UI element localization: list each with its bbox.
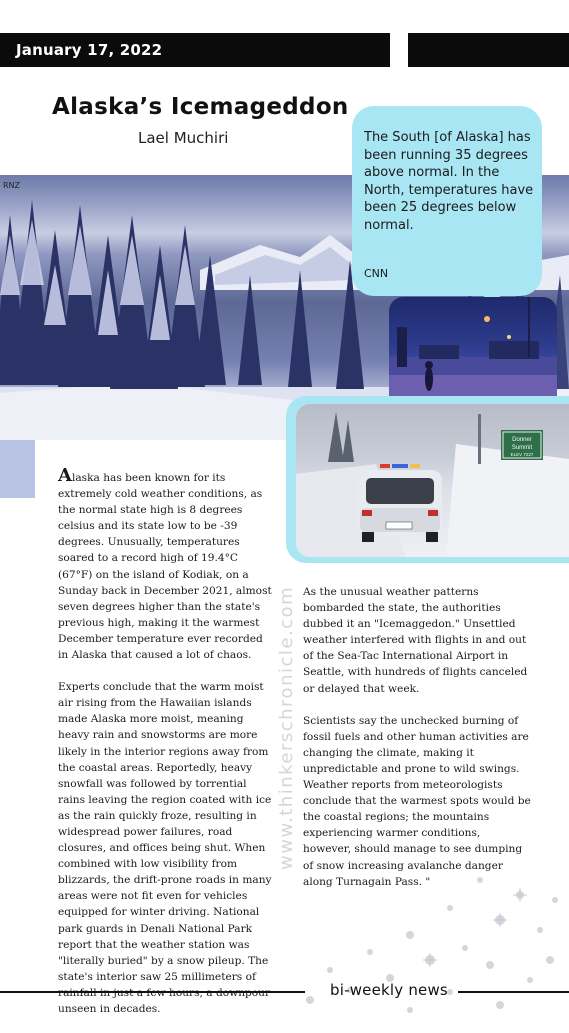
footer-rule-right <box>458 991 569 993</box>
paragraph-2: Experts conclude that the warm moist air rising from the Hawaiian islands made Alaska more moist, meaning heavy rain and snowstorms are more likely in the interior regions away from the coastal areas. Reportedly, heavy snowfall was followed by torrential rains leaving the region coated with ice as the rain quickly froze, resulting in widespread power failures, road closures, and offices being shut. When combined with low visibility from blizzards, the drift-prone roads in many areas were not fit even for vehicles equipped for winter driving. National park guards in Denali National Park report that the weather station was "literally buried" by a snow pileup. The state's interior saw 25 millimeters of unseen in decades. <box>58 681 272 1015</box>
footer-rule-left <box>0 991 305 993</box>
paragraph-1-text: laska has been known for its extremely cold weather conditions, as the normal state high is 8 degrees celsius and its state low to be -39 degrees. Unusually, temperatures soared to a record high of 19.4°C (67°F) on the island of Kodiak, on a Sunday back in December 2021, almost seven degrees higher than the state's previous high, making it the warmest December temperature ever recorded in Alaska that caused a lot of chaos. <box>58 472 272 662</box>
quote-source: CNN <box>364 267 389 280</box>
article-title: Alaska’s Icemageddon <box>52 94 349 120</box>
article-left-column <box>58 465 272 1033</box>
snowflake-decoration <box>290 860 569 1024</box>
paragraph-3: As the unusual weather patterns bombarded the state, the authorities dubbed it an "Icemaggedon." Unsettled weather interfered with flights in and out of the Sea-Tac International Airport in Seattle, with hundreds of flights canceled or delayed that week. <box>303 586 528 695</box>
sign-line-3: ELEV 7227 <box>510 452 534 457</box>
decorative-strip <box>0 440 35 498</box>
drop-cap: A <box>58 465 72 486</box>
paragraph-4: Scientists say the unchecked burning of fossil fuels and other human activities are changing the climate, making it unpredictable and prone to wild swings. Weather reports from meteorologists conclude that the warmest spots would be the coastal regions; the mountains experiencing warmer conditions, however, should manage to see dumping of snow increasing avalanche danger along Turnagain Pass. " <box>303 714 531 888</box>
footer-label: bi-weekly news <box>330 981 448 999</box>
snowy-car-photo <box>296 404 569 557</box>
header-bar-right <box>408 33 569 67</box>
sign-line-1: Donner <box>512 437 532 443</box>
article-author: Lael Muchiri <box>138 129 229 147</box>
sign-line-2: Summit <box>511 445 533 451</box>
website-watermark: www.thinkerschronicle.com <box>276 585 297 870</box>
article-right-column <box>303 584 531 906</box>
paragraph-1 <box>58 465 272 663</box>
pull-quote: The South [of Alaska] has been running 35 degrees above normal. In the North, temperatures have been 25 degrees below normal. <box>364 130 534 233</box>
issue-date: January 17, 2022 <box>16 41 163 59</box>
photo-credit: RNZ <box>3 181 21 190</box>
